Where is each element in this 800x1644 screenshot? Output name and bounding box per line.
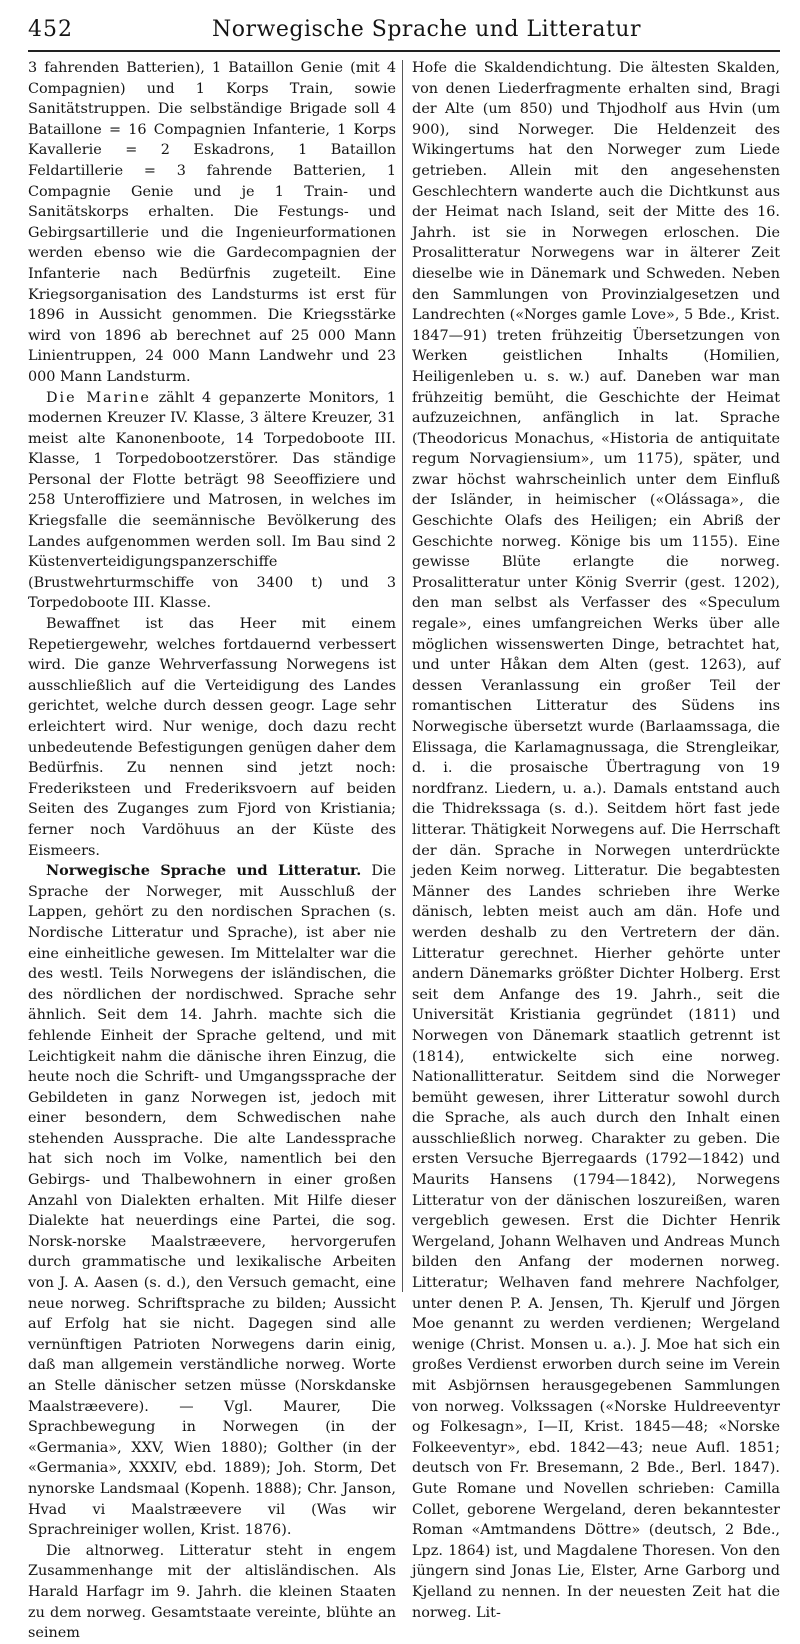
paragraph-literature-history: Hofe die Skaldendichtung. Die ältesten Skalden, von denen Liederfragmente erhalten sind, Bragi der Alte (um 850) und Thjodholf aus Hvin (um 900), sind Norweger. Die Heldenzeit des Wikingertums hat den Norweger zum Liede getrieben. Allein mit den angesehensten Geschlechtern wanderte auch die Dichtkunst aus der Heimat nach Island, seit der Mitte des 16. Jahrh. ist sie in Norwegen erloschen. Die Prosalitteratur Norwegens war in älterer Zeit dieselbe wie in Dänemark und Schweden. Neben den Sammlungen von Provinzialgesetzen und Landrechten («Norges gamle Love», 5 Bde., Krist. 1847—91) treten frühzeitig Übersetzungen von Werken geistlichen Inhalts (Homilien, Heiligenleben u. s. w.) auf. Daneben war man frühzeitig bemüht, die Geschichte der Heimat aufzuzeichnen, anfänglich in lat. Sprache (Theodoricus Monachus, «Historia de antiquitate regum Norvagiensium», um 1175), später, und zwar höchst wahrscheinlich unter dem Einfluß der Isländer, in heimischer («Olássaga», die Geschichte Olafs des Heiligen; ein Abriß der Geschichte norweg. Könige bis um 1155). Eine gewisse Blüte erlangte die norweg. Prosalitteratur unter König Sverrir (gest. 1202), den man selbst als Verfasser des «Speculum regale», eines umfangreichen Werks über alle möglichen wissenswerten Dinge, betrachtet hat, und unter Håkan dem Alten (gest. 1263), auf dessen Veranlassung ein großer Teil der romantischen Litteratur des Südens ins Norwegische übersetzt wurde (Barlaamssaga, die Elissaga, die Karlamagnussaga, die Strengleikar, d. i. die prosaische Übertragung von 19 nordfranz. Liedern, u. a.). Damals entstand auch die Thidrekssaga (s. d.). Seitdem hört fast jede litterar. Thätigkeit Norwegens auf. Die Herrschaft der dän. Sprache in Norwegen unterdrückte jeden Keim norweg. Litteratur. Die begabtesten Männer des Landes schrieben ihre Werke dänisch, lebten meist auch am dän. Hofe und werden deshalb zu den Vertretern der dän. Litteratur gerechnet. Hierher gehörte unter andern Dänemarks größter Dichter Holberg. Erst seit dem Anfange des 19. Jahrh., seit die Universität Kristiania gegründet (1811) und Norwegen von Dänemark staatlich getrennt ist (1814), entwickelte sich eine norweg. Nationallitteratur. Seitdem sind die Norweger bemüht gewesen, ihrer Litteratur sowohl durch die Sprache, als auch durch den Inhalt einen ausschließlich norweg. Charakter zu geben. Die ersten Versuche Bjerregaards (1792—1842) und Maurits Hansens (1794—1842), Norwegens Litteratur von der dänischen loszureißen, waren vergeblich gewesen. Erst die Dichter Henrik Wergeland, Johann Welhaven und Andreas Munch bilden den Anfang der modernen norweg. Litteratur; Welhaven fand mehrere Nachfolger, unter denen P. A. Jensen, Th. Kjerulf und Jörgen Moe genannt zu werden verdienen; Wergeland wenige (Christ. Monsen u. a.). J. Moe hat sich ein großes Verdienst erworben durch seine im Verein mit Asbjörnsen herausgegebenen Sammlungen von norweg. Volkssagen («Norske Huldreeventyr og Folkesagn», I—II, Krist. 1845—48; «Norske Folkeeventyr», ebd. 1842—43; neue Aufl. 1851; deutsch von Fr. Bresemann, 2 Bde., Berl. 1847). Gute Romane und Novellen schrieben: Camilla Collet, geborene Wergeland, deren bekanntester Roman «Amtmandens Döttre» (deutsch, 2 Bde., Lpz. 1864) ist, und Magdalene Thoresen. Von den jüngern sind Jonas Lie, Elster, Arne Garborg und Kjelland zu nennen. In der neuesten Zeit hat die norweg. Lit- — [412, 60, 780, 1621]
paragraph-armament: Bewaffnet ist das Heer mit einem Repetiergewehr, welches fortdauernd verbessert wird. Die ganze Wehrverfassung Norwegens ist ausschließlich auf die Verteidigung des Landes gerichtet, welche durch dessen geogr. Lage sehr erleichtert wird. Nur wenige, doch dazu recht unbedeutende Befestigungen genügen daher dem Bedürfnis. Zu nennen sind jetzt noch: Frederiksteen und Frederiksvoern auf beiden Seiten des Zuganges zum Fjord von Kristiania; ferner noch Vardöhuus an der Küste des Eismeers. — [28, 616, 396, 859]
paragraph-old-literature: Die altnorweg. Litteratur steht in engem Zusammenhange mit der altisländischen. Als Harald Harfagr im 9. Jahrh. die kleinen Staaten zu dem norweg. Gesamtstaate vereinte, blühte an seinem — [28, 1542, 396, 1642]
right-column — [412, 58, 780, 1621]
text-columns — [28, 58, 780, 1642]
left-column — [28, 58, 396, 1642]
entry-lemma: Norwegische Sprache und Litteratur. — [46, 862, 362, 880]
page-number: 452 — [28, 16, 73, 42]
language-text: Die Sprache der Norweger, mit Ausschluß der Lappen, gehört zu den nordischen Sprachen (s. Nordische Litteratur und Sprache), ist aber nie eine einheitliche gewesen. Im Mittelalter war die des westl. Teils Norwegens der isländischen, die des nördlichen der nordischwed. Sprache sehr ähnlich. Seit dem 14. Jahrh. machte sich die fehlende Einheit der Sprache geltend, und mit Leichtigkeit nahm die dänische ihren Einzug, die heute noch die Schrift- und Umgangssprache der Gebildeten in ganz Norwegen ist, jedoch mit einer besondern, dem Schwedischen nahe stehenden Aussprache. Die alte Landessprache hat sich noch im Volke, namentlich bei den Gebirgs- und Thalbewohnern in einer großen Anzahl von Dialekten erhalten. Mit Hilfe dieser Dialekte hat neuerdings eine Partei, die sog. Norsk-norske Maalstræevere, hervorgerufen durch grammatische und lexikalische Arbeiten von J. A. Aasen (s. d.), den Versuch gemacht, eine neue norweg. Schriftsprache zu bilden; Aussicht auf Erfolg hat sie nicht. Dagegen sind alle vernünftigen Patrioten Norwegens darin einig, daß man allgemein verständliche norweg. Worte an Stelle dänischer setzen müsse (Norskdanske Maalstræevere). — Vgl. Maurer, Die Sprachbewegung in Norwegen (in der «Germania», XXV, Wien 1880); Golther (in der «Germania», XXXIV, ebd. 1889); Joh. Storm, Det nynorske Landsmaal (Kopenh. 1888); Chr. Janson, Hvad vi Maalstræevere vil (Was wir Sprachreiniger wollen, Krist. 1876). — [28, 863, 396, 1539]
marine-lead: Die Marine — [46, 389, 151, 406]
running-title: Norwegische Sprache und Litteratur — [212, 16, 641, 42]
paragraph-language — [28, 861, 396, 1541]
paragraph-marine — [28, 388, 396, 615]
marine-text: zählt 4 gepanzerte Monitors, 1 modernen Kreuzer IV. Klasse, 3 ältere Kreuzer, 31 meist alte Kanonenboote, 14 Torpedoboote III. Klasse, 1 Torpedobootzerstörer. Das ständige Personal der Flotte beträgt 98 Seeoffiziere und 258 Unteroffiziere und Matrosen, in welches im Kriegsfalle die seemännische Bevölkerung des Landes aufgenommen werden soll. Im Bau sind 2 Küstenverteidigungspanzerschiffe (Brustwehrturmschiffe von 3400 t) und 3 Torpedoboote III. Klasse. — [28, 389, 396, 612]
paragraph-army-organization: 3 fahrenden Batterien), 1 Bataillon Genie (mit 4 Compagnien) und 1 Korps Train, sowie Sanitätstruppen. Die selbständige Brigade soll 4 Bataillone = 16 Compagnien Infanterie, 1 Korps Kavallerie = 2 Eskadrons, 1 Bataillon Feldartillerie = 3 fahrende Batterien, 1 Compagnie Genie und je 1 Train- und Sanitätskorps erhalten. Die Festungs- und Gebirgsartillerie und die Ingenieurformationen werden ebenso wie die Gardecompagnien der Infanterie nach Bedürfnis zugeteilt. Eine Kriegsorganisation des Landsturms ist erst für 1896 in Aussicht genommen. Die Kriegsstärke wird von 1896 ab berechnet auf 25 000 Mann Linientruppen, 24 000 Mann Landwehr und 23 000 Mann Landsturm. — [28, 60, 396, 385]
page-header — [28, 8, 780, 52]
